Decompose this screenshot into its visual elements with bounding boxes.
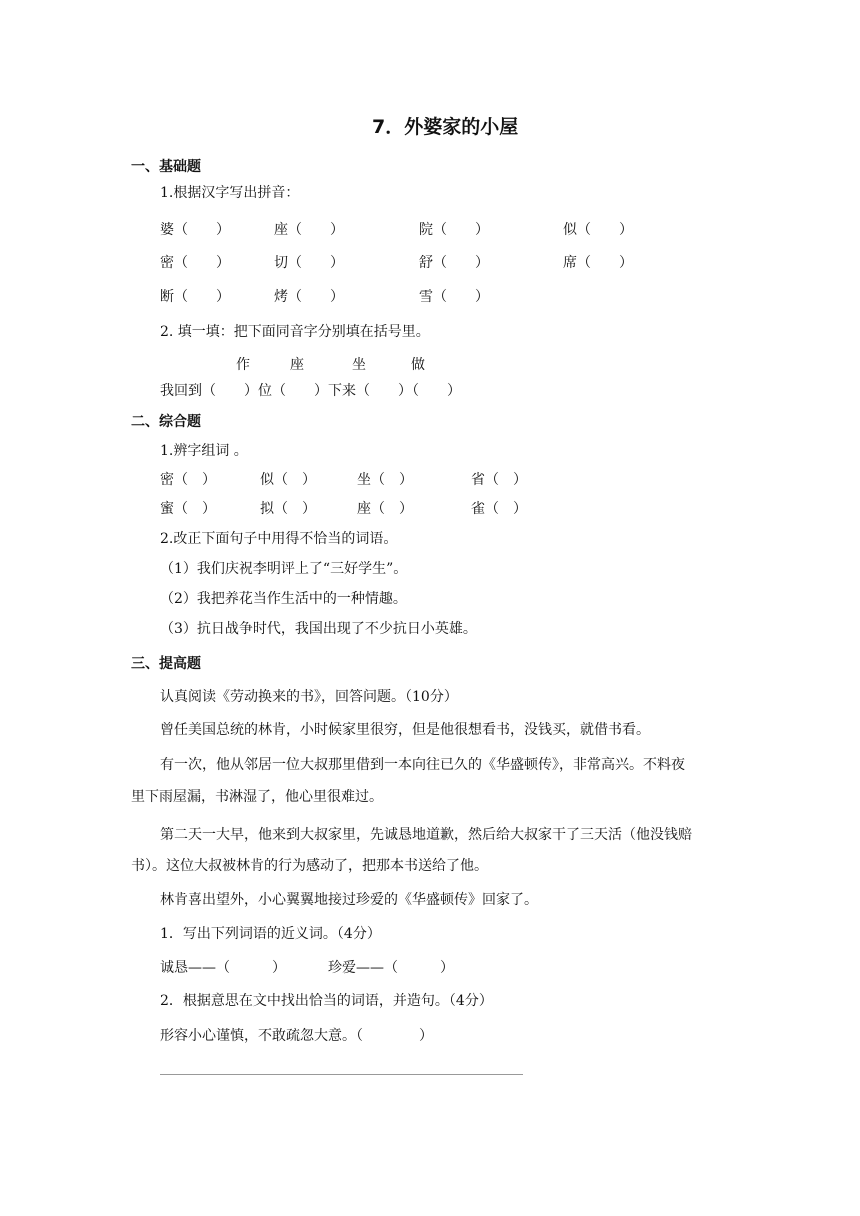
synonym-item: 珍爱——（ ）: [328, 960, 454, 976]
meaning-prompt: 形容小心谨慎，不敢疏忽大意。（ ）: [160, 1028, 433, 1044]
correction-sentence: （1）我们庆祝李明评上了“三好学生”。: [160, 561, 408, 577]
passage-paragraph: 第二天一大早，他来到大叔家里，先诚恳地道歉，然后给大叔家干了三天活（他没钱赔: [160, 827, 692, 843]
pinyin-item: 婆（ ）: [160, 222, 230, 238]
pinyin-item: 密（ ）: [160, 255, 230, 271]
pinyin-item: 席（ ）: [563, 255, 633, 271]
answer-line: [160, 1074, 523, 1075]
word-pair-item: 蜜（ ）: [160, 501, 216, 517]
question-text: 2．根据意思在文中找出恰当的词语，并造句。（4分）: [160, 993, 493, 1009]
question-text: 1.根据汉字写出拼音：: [160, 185, 300, 201]
homophone-char: 做: [411, 357, 425, 373]
pinyin-item: 烤（ ）: [274, 289, 344, 305]
question-text: 2.改正下面句子中用得不恰当的词语。: [160, 531, 398, 547]
question-text: 1.辨字组词 。: [160, 443, 248, 459]
homophone-char: 座: [290, 357, 304, 373]
passage-paragraph: 有一次，他从邻居一位大叔那里借到一本向往已久的《华盛顿传》，非常高兴。不料夜: [160, 757, 685, 773]
correction-sentence: （2）我把养花当作生活中的一种情趣。: [160, 591, 407, 607]
homophone-char: 作: [236, 357, 250, 373]
reading-intro: 认真阅读《劳动换来的书》，回答问题。（10分）: [160, 689, 458, 705]
synonym-item: 诚恳——（ ）: [160, 960, 286, 976]
page-title: 7．外婆家的小屋: [372, 116, 519, 138]
pinyin-item: 断（ ）: [160, 289, 230, 305]
question-text: 2. 填一填：把下面同音字分别填在括号里。: [160, 324, 430, 340]
word-pair-item: 座（ ）: [357, 501, 413, 517]
word-pair-item: 省（ ）: [471, 472, 527, 488]
pinyin-item: 座（ ）: [274, 222, 344, 238]
word-pair-item: 密（ ）: [160, 472, 216, 488]
pinyin-item: 切（ ）: [274, 255, 344, 271]
section-heading-comprehensive: 二、综合题: [131, 414, 201, 430]
correction-sentence: （3）抗日战争时代，我国出现了不少抗日小英雄。: [160, 621, 477, 637]
section-heading-basic: 一、基础题: [131, 159, 201, 175]
pinyin-item: 似（ ）: [563, 222, 633, 238]
word-pair-item: 坐（ ）: [357, 472, 413, 488]
section-heading-advanced: 三、提高题: [131, 656, 201, 672]
word-pair-item: 雀（ ）: [471, 501, 527, 517]
word-pair-item: 拟（ ）: [260, 501, 316, 517]
word-pair-item: 似（ ）: [260, 472, 316, 488]
homophone-char: 坐: [352, 357, 366, 373]
passage-paragraph: 林肯喜出望外，小心翼翼地接过珍爱的《华盛顿传》回家了。: [160, 892, 538, 908]
fill-sentence: 我回到（ ）位（ ）下来（ ）（ ）: [160, 383, 461, 399]
passage-paragraph: 里下雨屋漏，书淋湿了，他心里很难过。: [131, 789, 383, 805]
question-text: 1．写出下列词语的近义词。（4分）: [160, 926, 381, 942]
pinyin-item: 舒（ ）: [419, 255, 489, 271]
pinyin-item: 院（ ）: [419, 222, 489, 238]
passage-paragraph: 书）。这位大叔被林肯的行为感动了，把那本书送给了他。: [131, 858, 488, 874]
pinyin-item: 雪（ ）: [419, 289, 489, 305]
passage-paragraph: 曾任美国总统的林肯，小时候家里很穷，但是他很想看书，没钱买，就借书看。: [160, 722, 650, 738]
